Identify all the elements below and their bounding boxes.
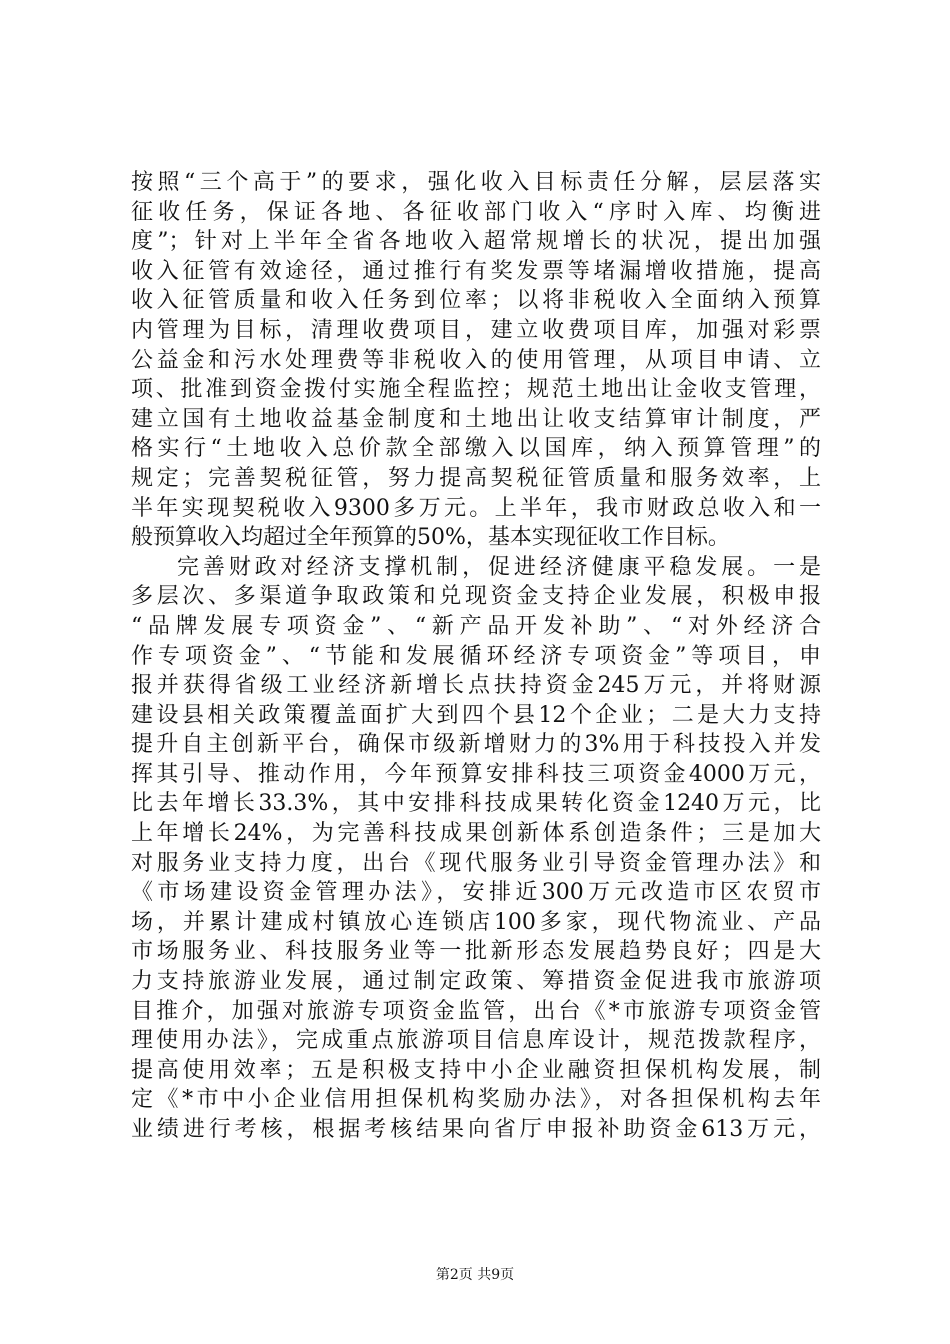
- text-line: 格实行“土地收入总价款全部缴入以国库，纳入预算管理”的: [131, 436, 821, 462]
- text-line: 征收任务，保证各地、各征收部门收入“序时入库、均衡进: [131, 199, 821, 225]
- text-line: 项、批准到资金拨付实施全程监控；规范土地出让金收支管理，: [131, 377, 821, 403]
- text-line: 《市场建设资金管理办法》，安排近300万元改造市区农贸市: [131, 880, 821, 906]
- text-line: 建立国有土地收益基金制度和土地出让收支结算审计制度，严: [131, 406, 821, 432]
- text-line: 内管理为目标，清理收费项目，建立收费项目库，加强对彩票: [131, 317, 821, 343]
- text-line: “品牌发展专项资金”、“新产品开发补助”、“对外经济合: [131, 613, 821, 639]
- text-line: 收入征管质量和收入任务到位率；以将非税收入全面纳入预算: [131, 288, 821, 314]
- text-line: 报并获得省级工业经济新增长点扶持资金245万元，并将财源: [131, 673, 821, 699]
- text-line: 定《*市中小企业信用担保机构奖励办法》，对各担保机构去年: [131, 1087, 821, 1113]
- text-line: 比去年增长33.3%，其中安排科技成果转化资金1240万元，比: [131, 791, 821, 817]
- text-line: 作专项资金”、“节能和发展循环经济专项资金”等项目，申: [131, 643, 821, 669]
- text-line: 上年增长24%，为完善科技成果创新体系创造条件；三是加大: [131, 821, 821, 847]
- text-line: 半年实现契税收入9300多万元。上半年，我市财政总收入和一: [131, 495, 821, 521]
- text-line: 多层次、多渠道争取政策和兑现资金支持企业发展，积极申报: [131, 584, 821, 610]
- body-text: [131, 168, 821, 1145]
- text-line: 市场服务业、科技服务业等一批新形态发展趋势良好；四是大: [131, 939, 821, 965]
- text-line: 场，并累计建成村镇放心连锁店100多家，现代物流业、产品: [131, 909, 821, 935]
- page-number-footer: 第2页 共9页: [435, 1267, 515, 1283]
- text-line: 目推介，加强对旅游专项资金监管，出台《*市旅游专项资金管: [131, 998, 821, 1024]
- text-line: 提升自主创新平台，确保市级新增财力的3%用于科技投入并发: [131, 732, 821, 758]
- text-line: 力支持旅游业发展，通过制定政策、筹措资金促进我市旅游项: [131, 969, 821, 995]
- text-line: 度”；针对上半年全省各地收入超常规增长的状况，提出加强: [131, 229, 821, 255]
- text-line: 业绩进行考核，根据考核结果向省厅申报补助资金613万元，: [131, 1117, 821, 1142]
- text-line: 理使用办法》，完成重点旅游项目信息库设计，规范拨款程序，: [131, 1028, 821, 1054]
- text-line: 规定；完善契税征管，努力提高契税征管质量和服务效率，上: [131, 465, 821, 491]
- paragraph-start-line: 完善财政对经济支撑机制，促进经济健康平稳发展。一是: [177, 554, 821, 580]
- text-line: 收入征管有效途径，通过推行有奖发票等堵漏增收措施，提高: [131, 258, 821, 284]
- text-line: 建设县相关政策覆盖面扩大到四个县12个企业；二是大力支持: [131, 702, 821, 728]
- text-line: 按照“三个高于”的要求，强化收入目标责任分解，层层落实: [131, 170, 821, 195]
- text-line: 提高使用效率；五是积极支持中小企业融资担保机构发展，制: [131, 1057, 821, 1083]
- text-line: 公益金和污水处理费等非税收入的使用管理，从项目申请、立: [131, 347, 821, 373]
- text-line: 对服务业支持力度，出台《现代服务业引导资金管理办法》和: [131, 850, 821, 876]
- text-line: 般预算收入均超过全年预算的50%，基本实现征收工作目标。: [131, 525, 730, 551]
- text-line: 挥其引导、推动作用，今年预算安排科技三项资金4000万元，: [131, 761, 821, 787]
